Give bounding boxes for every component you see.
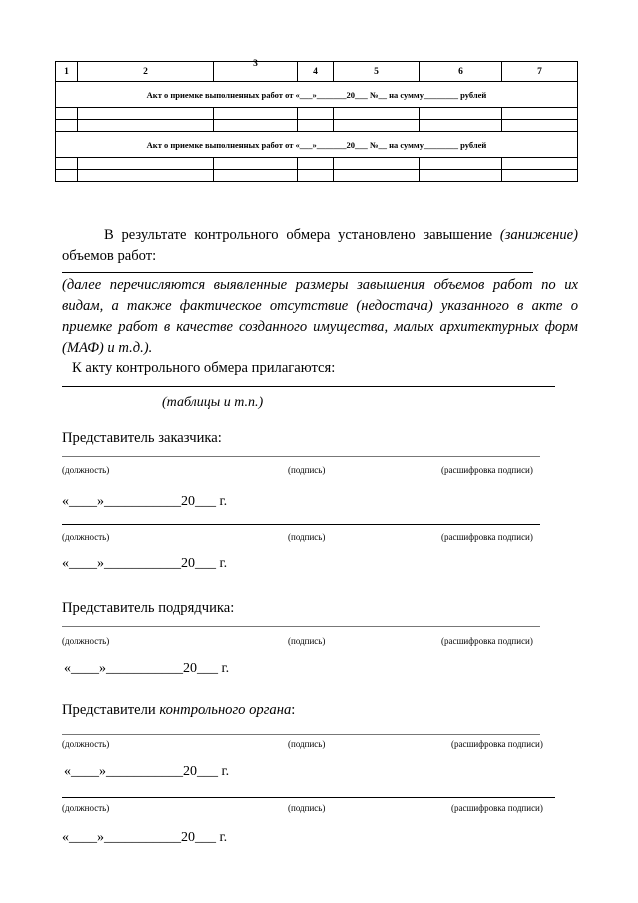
table-header-cell: 6 (420, 62, 502, 82)
position-caption: (должность) (62, 532, 110, 542)
contractor-heading: Представитель подрядчика: (62, 600, 235, 616)
attachments-label: К акту контрольного обмера прилагаются: (72, 360, 336, 376)
signature-caption: (подпись) (288, 465, 326, 475)
signature-line (62, 456, 540, 457)
table-act-row (56, 82, 578, 108)
act-title-cell: Акт о приемке выполненных работ от «___»_______20___ №__ на сумму________ рублей (56, 132, 578, 158)
position-caption: (должность) (62, 739, 110, 749)
date-line: «____»___________20___ г. (64, 661, 230, 676)
signature-line (62, 797, 555, 798)
signature-caption: (подпись) (288, 803, 326, 813)
decoding-caption: (расшифровка подписи) (441, 465, 533, 475)
position-caption: (должность) (62, 803, 110, 813)
signature-caption: (подпись) (288, 636, 326, 646)
decoding-caption: (расшифровка подписи) (451, 803, 543, 813)
table-row (56, 108, 578, 120)
signature-line (62, 524, 540, 525)
table-row (56, 170, 578, 182)
signature-line (62, 626, 540, 627)
result-explanation: (далее перечисляются выявленные размеры завышения объемов работ по их видам, а также фактическое отсутствие (недостача) указанного в акте о приемке работ в качестве созданного имущества, малых архитектурных форм (МАФ) и т.д.). (62, 277, 578, 356)
table-row (56, 158, 578, 170)
decoding-caption: (расшифровка подписи) (441, 636, 533, 646)
date-line: «____»___________20___ г. (62, 830, 228, 845)
table-header-cell: 5 (334, 62, 420, 82)
table-header-cell: 7 (502, 62, 578, 82)
table-row (56, 120, 578, 132)
acts-table (55, 61, 578, 182)
date-line: «____»___________20___ г. (62, 494, 228, 509)
control-heading: Представители контрольного органа: (62, 702, 296, 718)
date-line: «____»___________20___ г. (62, 556, 228, 571)
table-header-cell: 3 (214, 62, 298, 82)
table-act-row (56, 132, 578, 158)
table-header-cell: 1 (56, 62, 78, 82)
act-title-cell: Акт о приемке выполненных работ от «___»_______20___ №__ на сумму________ рублей (56, 82, 578, 108)
result-line-2: объемов работ: (62, 248, 157, 264)
table-header-cell: 4 (298, 62, 334, 82)
date-line: «____»___________20___ г. (64, 764, 230, 779)
decoding-caption: (расшифровка подписи) (441, 532, 533, 542)
table-header-row (56, 62, 578, 82)
decoding-caption: (расшифровка подписи) (451, 739, 543, 749)
position-caption: (должность) (62, 636, 110, 646)
signature-line (62, 734, 540, 735)
table-header-cell: 2 (78, 62, 214, 82)
customer-heading: Представитель заказчика: (62, 430, 222, 446)
signature-caption: (подпись) (288, 532, 326, 542)
fill-line (62, 272, 533, 273)
result-line-1: В результате контрольного обмера установлено завышение (занижение) (104, 227, 578, 243)
signature-caption: (подпись) (288, 739, 326, 749)
fill-line (62, 386, 555, 387)
position-caption: (должность) (62, 465, 110, 475)
attachments-hint: (таблицы и т.п.) (162, 395, 264, 410)
